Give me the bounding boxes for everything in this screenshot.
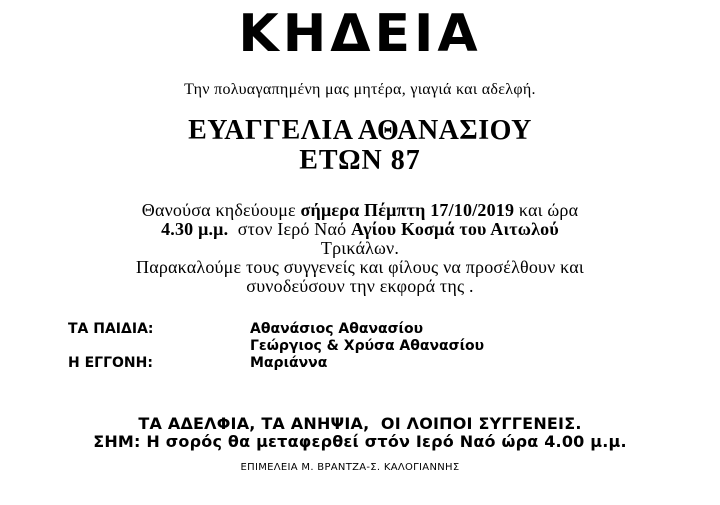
children-name-1: Αθανάσιος Αθανασίου <box>250 321 424 337</box>
funeral-date: σήμερα Πέμπτη 17/10/2019 <box>300 200 515 220</box>
deceased-name: ΕΥΑΓΓΕΛΙΑ ΑΘΑΝΑΣΙΟΥ <box>188 115 532 146</box>
children-name-2: Γεώργιος & Χρύσα Αθανασίου <box>250 338 485 354</box>
relatives-line: ΤΑ ΑΔΕΛΦΙΑ, ΤΑ ΑΝΗΨΙΑ, ΟΙ ΛΟΙΠΟΙ ΣΥΓΓΕΝΕΙΣ. <box>138 414 582 433</box>
body-line-1-pre: Θανούσα κηδεύουμε <box>141 200 301 220</box>
grandchild-label: Η ΕΓΓΟΝΗ: <box>68 355 153 371</box>
grandchild-name: Μαριάννα <box>250 355 328 371</box>
note-line: ΣΗΜ: Η σορός θα μεταφερθεί στόν Ιερό Ναό ώρα 4.00 μ.μ. <box>93 432 627 451</box>
body-line-1-post: και ώρα <box>514 200 579 220</box>
body-line-2 <box>0 219 720 239</box>
funeral-time: 4.30 μ.μ. <box>161 219 229 239</box>
credit-line: ΕΠΙΜΕΛΕΙΑ Μ. ΒΡΑΝΤΖΑ-Σ. ΚΑΛΟΓΙΑΝΝΗΣ <box>240 462 460 473</box>
body-line-2-mid: στον Ιερό Ναό <box>228 219 352 239</box>
church-name: Αγίου Κοσμά του Αιτωλού <box>351 219 559 239</box>
body-line-4: Παρακαλούμε τους συγγενείς και φίλους να προσέλθουν και <box>136 257 584 277</box>
notice-title: ΚΗΔΕΙΑ <box>238 4 482 64</box>
intro-line: Την πολυαγαπημένη μας μητέρα, γιαγιά και αδελφή. <box>184 81 536 98</box>
body-line-1 <box>0 200 720 220</box>
children-label: ΤΑ ΠΑΙΔΙΑ: <box>68 321 154 337</box>
body-line-5: συνοδεύσουν την εκφορά της . <box>246 276 474 296</box>
body-line-3: Τρικάλων. <box>320 238 400 258</box>
deceased-age: ΕΤΩΝ 87 <box>299 145 421 176</box>
